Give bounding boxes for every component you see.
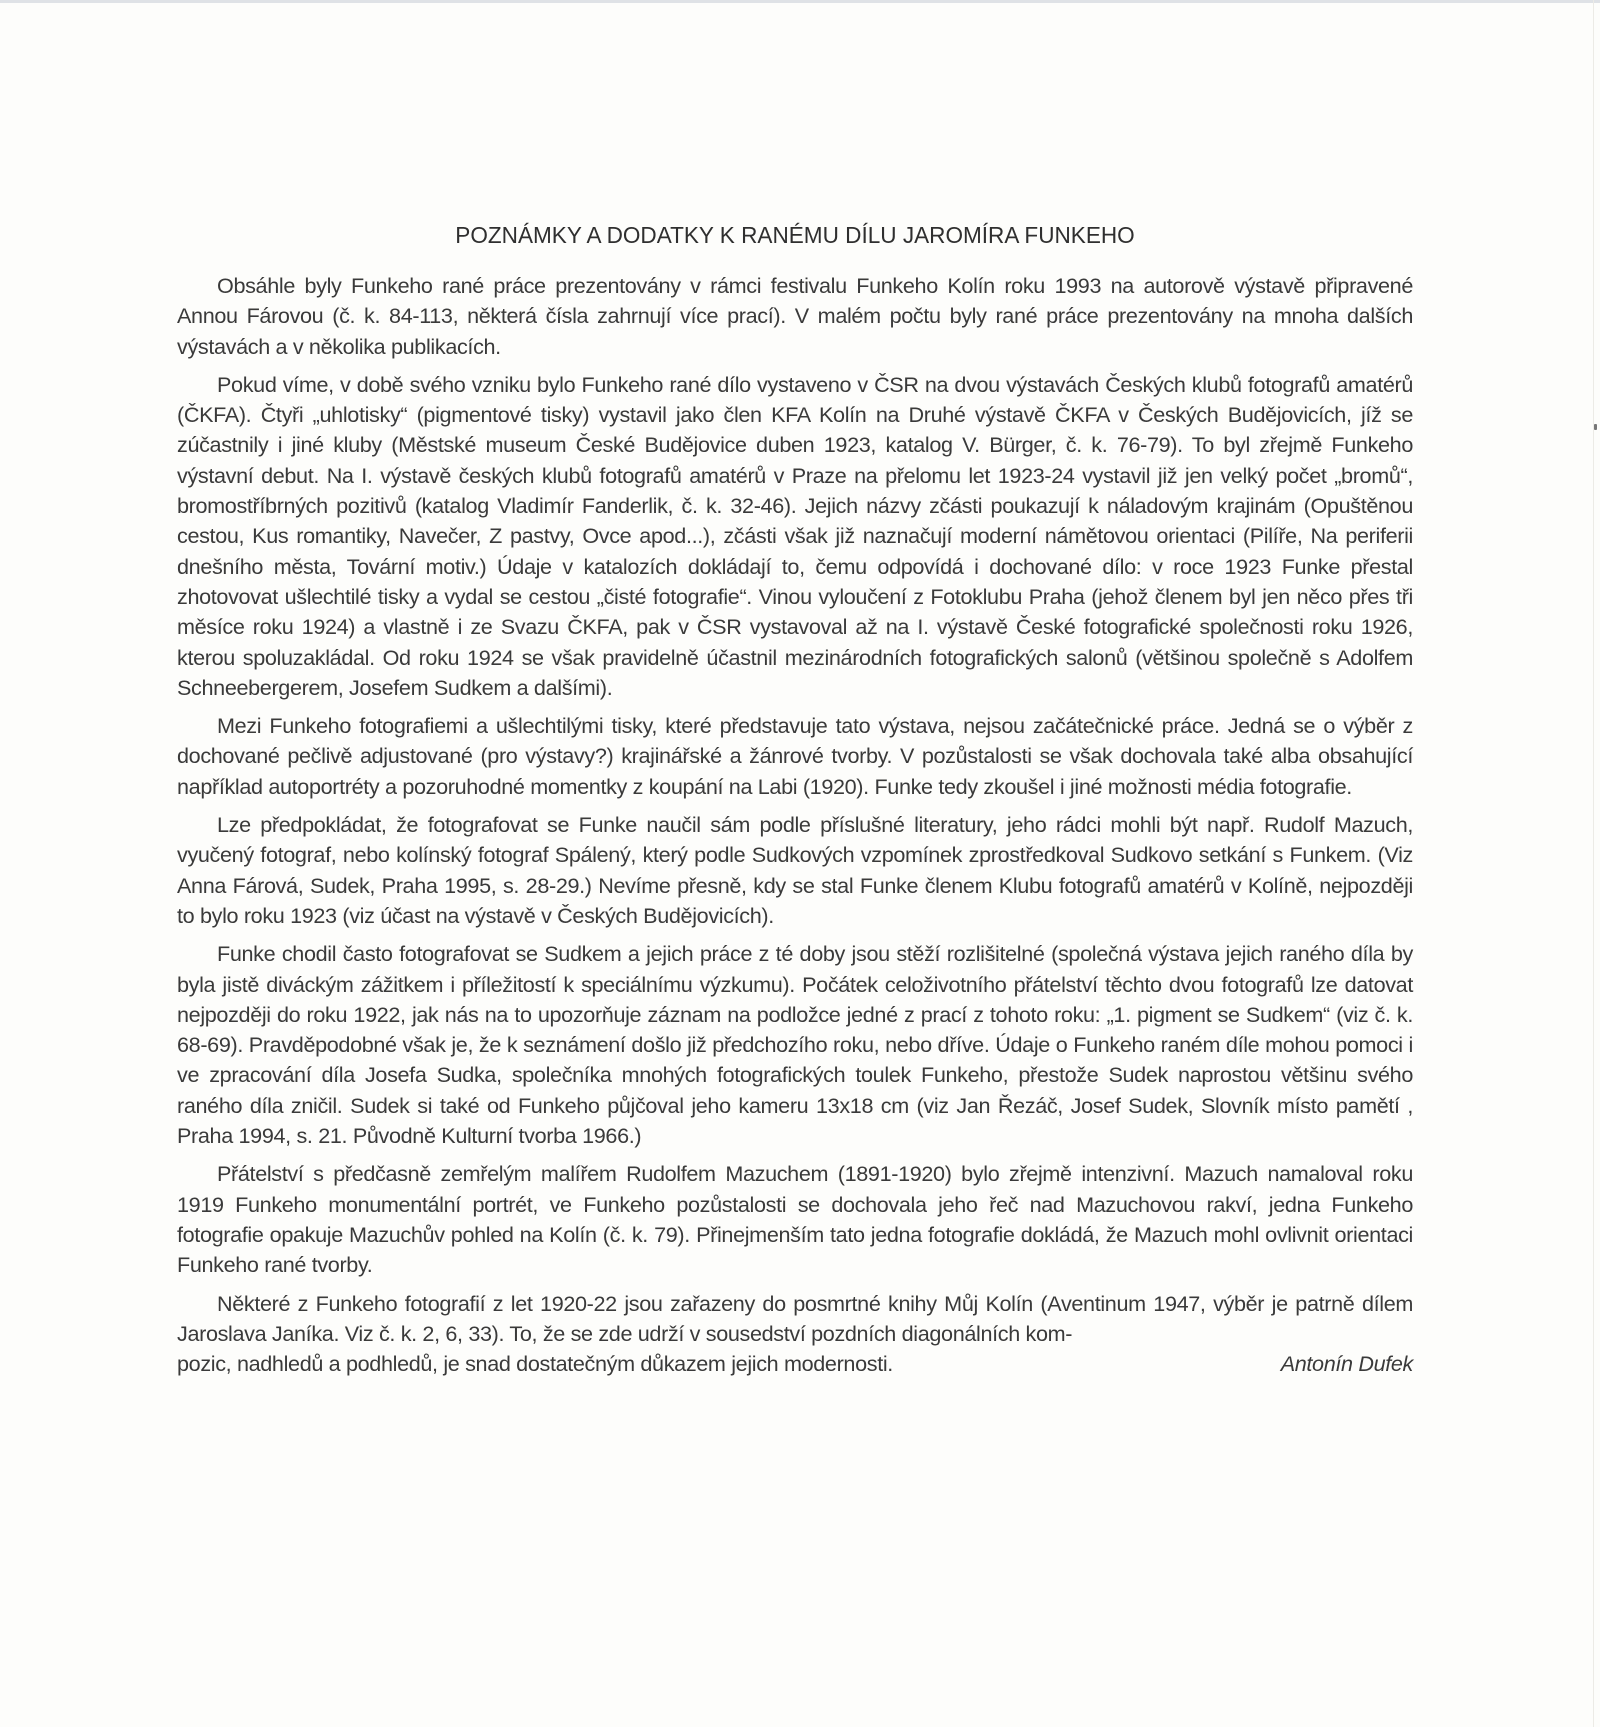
final-paragraph: [177, 1289, 1413, 1380]
paragraph: Některé z Funkeho fotografií z let 1920-22 jsou zařazeny do posmrtné knihy Můj Kolín (Aventinum 1947, výběr je patrně dílem Jaroslava Janíka. Viz č. k. 2, 6, 33). To, že se zde udrží v sousedství pozdních diagonálních kom-: [177, 1290, 1413, 1346]
document-title: POZNÁMKY A DODATKY K RANÉMU DÍLU JAROMÍRA FUNKEHO: [455, 222, 1135, 248]
scan-right-edge: [1593, 0, 1594, 1727]
scan-edge-mark: [1594, 424, 1597, 430]
paragraph: Funke chodil často fotografovat se Sudkem a jejich práce z té doby jsou stěží rozlišitelné (společná výstava jejich raného díla by byla jistě diváckým zážitkem i příležitostí k speciálnímu výzkumu). Počátek celoživotního přátelství těchto dvou fotografů lze datovat nejpozději do roku 1922, jak nás na to upozorňuje záznam na podložce jedné z prací z tohoto roku: „1. pigment se Sudkem“ (viz č. k. 68-69). Pravděpodobné však je, že k seznámení došlo již předchozího roku, nebo dříve. Údaje o Funkeho raném díle mohou pomoci i ve zpracování díla Josefa Sudka, společníka mnohých fotografických toulek Funkeho, přestože Sudek naprostou většinu svého raného díla zničil. Sudek si také od Funkeho půjčoval jeho kameru 13x18 cm (viz Jan Řezáč, Josef Sudek, Slovník místo pamětí , Praha 1994, s. 21. Původně Kulturní tvorba 1966.): [177, 941, 1413, 1149]
paragraph: Mezi Funkeho fotografiemi a ušlechtilými tisky, které představuje tato výstava, nejsou začátečnické práce. Jedná se o výběr z dochované pečlivě adjustované (pro výstavy?) krajinářské a žánrové tvorby. V pozůstalosti se však dochovala také alba obsahující například autoportréty a pozoruhodné momentky z koupání na Labi (1920). Funke tedy zkoušel i jiné možnosti média fotografie.: [177, 713, 1413, 799]
paragraph: Pokud víme, v době svého vzniku bylo Funkeho rané dílo vystaveno v ČSR na dvou výstavách Českých klubů fotografů amatérů (ČKFA). Čtyři „uhlotisky“ (pigmentové tisky) vystavil jako člen KFA Kolín na Druhé výstavě ČKFA v Českých Budějovicích, jíž se zúčastnily i jiné kluby (Městské museum České Budějovice duben 1923, katalog V. Bürger, č. k. 76-79). To byl zřejmě Funkeho výstavní debut. Na I. výstavě českých klubů fotografů amatérů v Praze na přelomu let 1923-24 vystavil již jen velký počet „bromů“, bromostříbrných pozitivů (katalog Vladimír Fanderlik, č. k. 32-46). Jejich názvy zčásti poukazují k náladovým krajinám (Opuštěnou cestou, Kus romantiky, Navečer, Z pastvy, Ovce apod...), zčásti však již naznačují moderní námětovou orientaci (Pilíře, Na periferii dnešního města, Tovární motiv.) Údaje v katalozích dokládají to, čemu odpovídá i dochované dílo: v roce 1923 Funke přestal zhotovovat ušlechtilé tisky a vydal se cestou „čisté fotografie“. Vinou vyloučení z Fotoklubu Praha (jehož členem byl jen něco přes tři měsíce roku 1924) a vlastně i ze Svazu ČKFA, pak v ČSR vystavoval až na I. výstavě České fotografické společnosti roku 1926, kterou spoluzakládal. Od roku 1924 se však pravidelně účastnil mezinárodních fotografických salonů (většinou společně s Adolfem Schneebergerem, Josefem Sudkem a dalšími).: [177, 371, 1413, 700]
author-signature: Antonín Dufek: [1280, 1351, 1413, 1377]
paragraph: Přátelství s předčasně zemřelým malířem Rudolfem Mazuchem (1891-1920) bylo zřejmě intenzivní. Mazuch namaloval roku 1919 Funkeho monumentální portrét, ve Funkeho pozůstalosti se dochovala jeho řeč nad Mazuchovou rakví, jedna Funkeho fotografie opakuje Mazuchův pohled na Kolín (č. k. 79). Přinejmenším tato jedna fotografie dokládá, že Mazuch mohl ovlivnit orientaci Funkeho rané tvorby.: [177, 1161, 1413, 1278]
paragraph: Lze předpokládat, že fotografovat se Funke naučil sám podle příslušné literatury, jeho rádci mohli být např. Rudolf Mazuch, vyučený fotograf, nebo kolínský fotograf Spálený, který podle Sudkových vzpomínek zprostředkoval Sudkovo setkání s Funkem. (Viz Anna Fárová, Sudek, Praha 1995, s. 28-29.) Nevíme přesně, kdy se stal Funke členem Klubu fotografů amatérů v Kolíně, nejpozději to bylo roku 1923 (viz účast na výstavě v Českých Budějovicích).: [177, 812, 1413, 928]
document-page: [177, 222, 1413, 1379]
scan-top-edge: [0, 0, 1600, 3]
paragraph-last-line: pozic, nadhledů a podhledů, je snad dostatečným důkazem jejich modernosti.: [177, 1351, 893, 1377]
closing-line: [177, 1349, 1413, 1379]
paragraph: Obsáhle byly Funkeho rané práce prezentovány v rámci festivalu Funkeho Kolín roku 1993 na autorově výstavě připravené Annou Fárovou (č. k. 84-113, některá čísla zahrnují více prací). V malém počtu byly rané práce prezentovány na mnoha dalších výstavách a v několika publikacích.: [177, 273, 1413, 359]
